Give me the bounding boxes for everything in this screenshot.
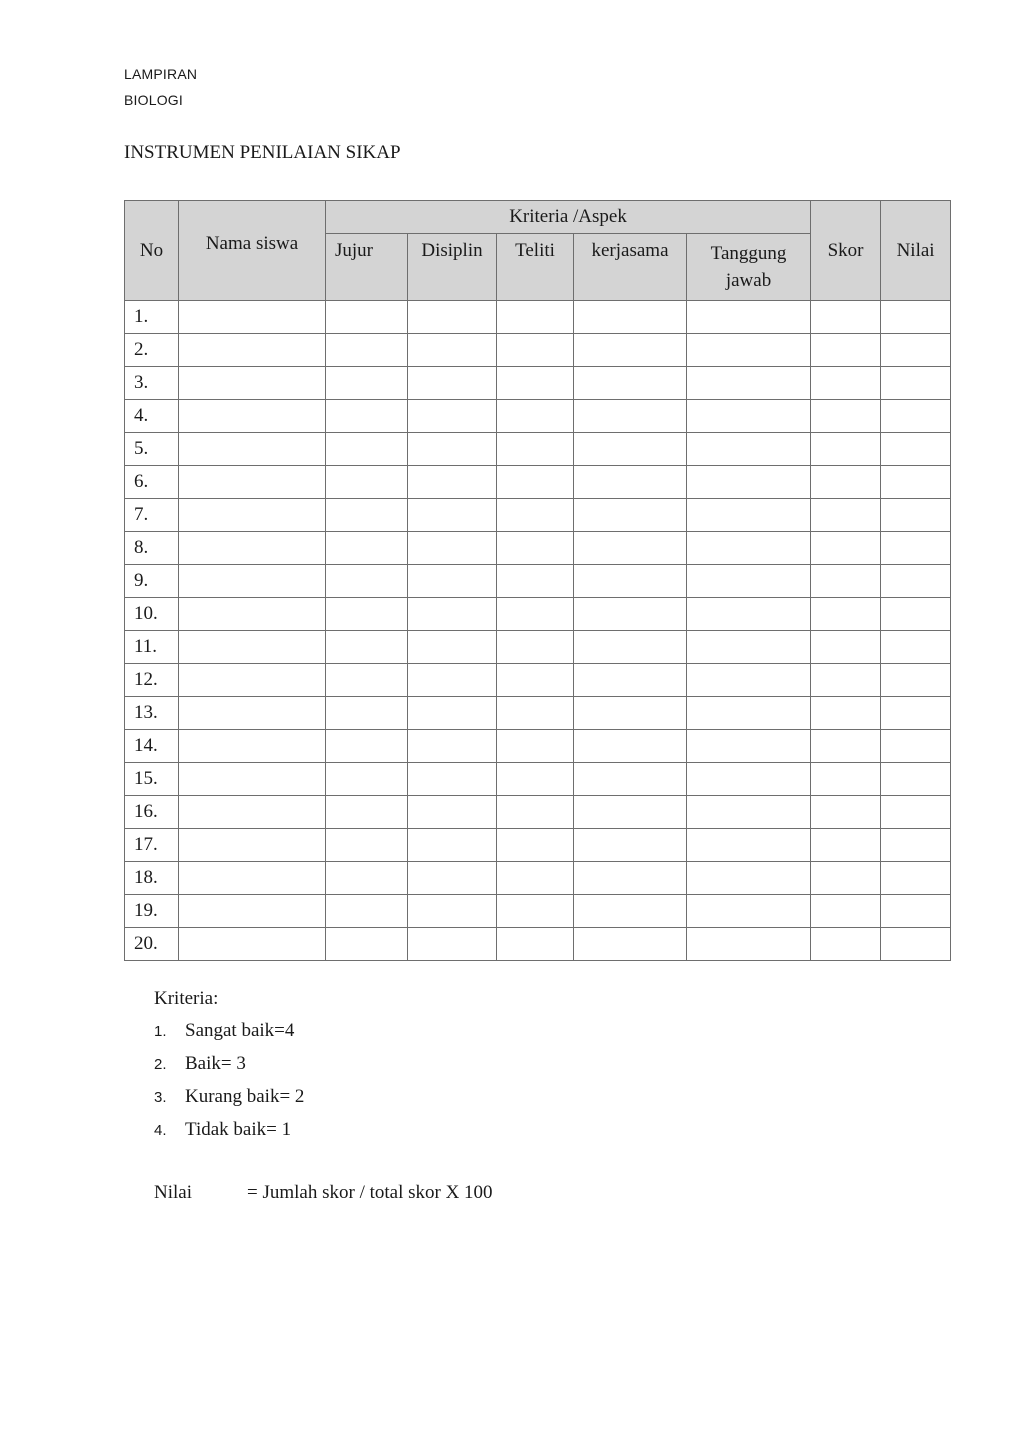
honest-cell[interactable] bbox=[326, 763, 408, 796]
discipline-cell[interactable] bbox=[408, 631, 497, 664]
honest-cell[interactable] bbox=[326, 697, 408, 730]
teamwork-cell[interactable] bbox=[574, 466, 687, 499]
student-name-cell[interactable] bbox=[179, 400, 326, 433]
score-cell[interactable] bbox=[811, 433, 881, 466]
honest-cell[interactable] bbox=[326, 433, 408, 466]
table-row bbox=[125, 730, 951, 763]
table-row bbox=[125, 928, 951, 961]
discipline-cell[interactable] bbox=[408, 466, 497, 499]
responsibility-cell[interactable] bbox=[687, 631, 811, 664]
assessment-table bbox=[124, 200, 951, 961]
row-number: 8. bbox=[125, 532, 179, 565]
careful-cell[interactable] bbox=[497, 664, 574, 697]
teamwork-cell[interactable] bbox=[574, 499, 687, 532]
score-cell[interactable] bbox=[811, 532, 881, 565]
row-number: 4. bbox=[125, 400, 179, 433]
careful-cell[interactable] bbox=[497, 367, 574, 400]
discipline-cell[interactable] bbox=[408, 433, 497, 466]
score-cell[interactable] bbox=[811, 928, 881, 961]
criteria-item-number: 4. bbox=[154, 1122, 167, 1139]
responsibility-cell[interactable] bbox=[687, 400, 811, 433]
row-number: 5. bbox=[125, 433, 179, 466]
teamwork-cell[interactable] bbox=[574, 763, 687, 796]
careful-cell[interactable] bbox=[497, 796, 574, 829]
discipline-cell[interactable] bbox=[408, 928, 497, 961]
table-row bbox=[125, 499, 951, 532]
careful-cell[interactable] bbox=[497, 301, 574, 334]
honest-cell[interactable] bbox=[326, 400, 408, 433]
table-row bbox=[125, 532, 951, 565]
student-name-cell[interactable] bbox=[179, 532, 326, 565]
value-cell[interactable] bbox=[881, 697, 951, 730]
responsibility-cell[interactable] bbox=[687, 367, 811, 400]
careful-cell[interactable] bbox=[497, 763, 574, 796]
row-number: 1. bbox=[125, 301, 179, 334]
careful-cell[interactable] bbox=[497, 829, 574, 862]
criteria-heading: Kriteria: bbox=[154, 988, 219, 1009]
value-cell[interactable] bbox=[881, 730, 951, 763]
score-cell[interactable] bbox=[811, 301, 881, 334]
teamwork-cell[interactable] bbox=[574, 697, 687, 730]
table-row bbox=[125, 367, 951, 400]
score-cell[interactable] bbox=[811, 367, 881, 400]
student-name-cell[interactable] bbox=[179, 565, 326, 598]
student-name-cell[interactable] bbox=[179, 301, 326, 334]
careful-cell[interactable] bbox=[497, 928, 574, 961]
responsibility-cell[interactable] bbox=[687, 301, 811, 334]
row-number: 20. bbox=[125, 928, 179, 961]
value-cell[interactable] bbox=[881, 367, 951, 400]
table-row bbox=[125, 466, 951, 499]
row-number: 17. bbox=[125, 829, 179, 862]
teamwork-cell[interactable] bbox=[574, 301, 687, 334]
teamwork-cell[interactable] bbox=[574, 631, 687, 664]
discipline-cell[interactable] bbox=[408, 697, 497, 730]
row-number: 13. bbox=[125, 697, 179, 730]
student-name-cell[interactable] bbox=[179, 895, 326, 928]
discipline-cell[interactable] bbox=[408, 532, 497, 565]
table-body bbox=[125, 301, 951, 961]
responsibility-cell[interactable] bbox=[687, 928, 811, 961]
header-line-subject: BIOLOGI bbox=[124, 92, 183, 108]
discipline-cell[interactable] bbox=[408, 400, 497, 433]
student-name-cell[interactable] bbox=[179, 334, 326, 367]
responsibility-cell[interactable] bbox=[687, 334, 811, 367]
criteria-item-number: 3. bbox=[154, 1089, 167, 1106]
discipline-cell[interactable] bbox=[408, 730, 497, 763]
table-row bbox=[125, 895, 951, 928]
criteria-item-text: Baik= 3 bbox=[185, 1053, 246, 1074]
responsibility-cell[interactable] bbox=[687, 895, 811, 928]
value-cell[interactable] bbox=[881, 598, 951, 631]
table-row bbox=[125, 862, 951, 895]
score-cell[interactable] bbox=[811, 763, 881, 796]
responsibility-cell[interactable] bbox=[687, 433, 811, 466]
student-name-cell[interactable] bbox=[179, 499, 326, 532]
responsibility-cell[interactable] bbox=[687, 664, 811, 697]
teamwork-cell[interactable] bbox=[574, 862, 687, 895]
careful-cell[interactable] bbox=[497, 400, 574, 433]
responsibility-cell[interactable] bbox=[687, 565, 811, 598]
responsibility-cell[interactable] bbox=[687, 796, 811, 829]
teamwork-cell[interactable] bbox=[574, 433, 687, 466]
row-number: 6. bbox=[125, 466, 179, 499]
discipline-cell[interactable] bbox=[408, 895, 497, 928]
student-name-cell[interactable] bbox=[179, 367, 326, 400]
careful-cell[interactable] bbox=[497, 598, 574, 631]
header-line-lampiran: LAMPIRAN bbox=[124, 66, 198, 82]
discipline-cell[interactable] bbox=[408, 598, 497, 631]
column-header-no: No bbox=[125, 201, 179, 301]
careful-cell[interactable] bbox=[497, 499, 574, 532]
discipline-cell[interactable] bbox=[408, 796, 497, 829]
table-row bbox=[125, 400, 951, 433]
responsibility-cell[interactable] bbox=[687, 532, 811, 565]
honest-cell[interactable] bbox=[326, 499, 408, 532]
honest-cell[interactable] bbox=[326, 532, 408, 565]
student-name-cell[interactable] bbox=[179, 598, 326, 631]
responsibility-cell[interactable] bbox=[687, 598, 811, 631]
student-name-cell[interactable] bbox=[179, 466, 326, 499]
criteria-item-text: Tidak baik= 1 bbox=[185, 1119, 292, 1140]
careful-cell[interactable] bbox=[497, 532, 574, 565]
table-row bbox=[125, 664, 951, 697]
student-name-cell[interactable] bbox=[179, 796, 326, 829]
row-number: 7. bbox=[125, 499, 179, 532]
careful-cell[interactable] bbox=[497, 697, 574, 730]
value-cell[interactable] bbox=[881, 301, 951, 334]
table-row bbox=[125, 796, 951, 829]
responsibility-cell[interactable] bbox=[687, 466, 811, 499]
table-row bbox=[125, 598, 951, 631]
document-title: INSTRUMEN PENILAIAN SIKAP bbox=[124, 142, 401, 163]
student-name-cell[interactable] bbox=[179, 928, 326, 961]
honest-cell[interactable] bbox=[326, 334, 408, 367]
value-cell[interactable] bbox=[881, 532, 951, 565]
teamwork-cell[interactable] bbox=[574, 367, 687, 400]
careful-cell[interactable] bbox=[497, 631, 574, 664]
value-cell[interactable] bbox=[881, 631, 951, 664]
column-group-criteria: Kriteria /Aspek bbox=[326, 201, 811, 234]
responsibility-cell[interactable] bbox=[687, 829, 811, 862]
honest-cell[interactable] bbox=[326, 301, 408, 334]
teamwork-cell[interactable] bbox=[574, 730, 687, 763]
score-cell[interactable] bbox=[811, 862, 881, 895]
discipline-cell[interactable] bbox=[408, 367, 497, 400]
careful-cell[interactable] bbox=[497, 334, 574, 367]
value-cell[interactable] bbox=[881, 466, 951, 499]
score-cell[interactable] bbox=[811, 334, 881, 367]
responsibility-cell[interactable] bbox=[687, 499, 811, 532]
row-number: 12. bbox=[125, 664, 179, 697]
score-cell[interactable] bbox=[811, 598, 881, 631]
discipline-cell[interactable] bbox=[408, 334, 497, 367]
student-name-cell[interactable] bbox=[179, 862, 326, 895]
value-cell[interactable] bbox=[881, 928, 951, 961]
table-row bbox=[125, 697, 951, 730]
score-cell[interactable] bbox=[811, 796, 881, 829]
teamwork-cell[interactable] bbox=[574, 565, 687, 598]
column-header-aspect-teamwork: kerjasama bbox=[574, 234, 687, 301]
honest-cell[interactable] bbox=[326, 730, 408, 763]
score-cell[interactable] bbox=[811, 664, 881, 697]
value-cell[interactable] bbox=[881, 433, 951, 466]
column-header-aspect-careful: Teliti bbox=[497, 234, 574, 301]
teamwork-cell[interactable] bbox=[574, 664, 687, 697]
honest-cell[interactable] bbox=[326, 565, 408, 598]
discipline-cell[interactable] bbox=[408, 862, 497, 895]
careful-cell[interactable] bbox=[497, 895, 574, 928]
formula-expression: = Jumlah skor / total skor X 100 bbox=[247, 1182, 493, 1203]
score-cell[interactable] bbox=[811, 895, 881, 928]
score-cell[interactable] bbox=[811, 565, 881, 598]
student-name-cell[interactable] bbox=[179, 697, 326, 730]
value-cell[interactable] bbox=[881, 862, 951, 895]
score-cell[interactable] bbox=[811, 829, 881, 862]
score-cell[interactable] bbox=[811, 730, 881, 763]
row-number: 18. bbox=[125, 862, 179, 895]
student-name-cell[interactable] bbox=[179, 829, 326, 862]
honest-cell[interactable] bbox=[326, 598, 408, 631]
row-number: 3. bbox=[125, 367, 179, 400]
row-number: 15. bbox=[125, 763, 179, 796]
row-number: 14. bbox=[125, 730, 179, 763]
careful-cell[interactable] bbox=[497, 730, 574, 763]
responsibility-cell[interactable] bbox=[687, 730, 811, 763]
honest-cell[interactable] bbox=[326, 466, 408, 499]
column-header-value: Nilai bbox=[881, 201, 951, 301]
score-cell[interactable] bbox=[811, 697, 881, 730]
value-cell[interactable] bbox=[881, 499, 951, 532]
column-header-aspect-discipline: Disiplin bbox=[408, 234, 497, 301]
table-row bbox=[125, 334, 951, 367]
score-cell[interactable] bbox=[811, 499, 881, 532]
column-header-score: Skor bbox=[811, 201, 881, 301]
row-number: 9. bbox=[125, 565, 179, 598]
column-header-aspect-honest: Jujur bbox=[326, 234, 408, 301]
criteria-item-text: Kurang baik= 2 bbox=[185, 1086, 305, 1107]
honest-cell[interactable] bbox=[326, 829, 408, 862]
responsibility-cell[interactable] bbox=[687, 763, 811, 796]
careful-cell[interactable] bbox=[497, 565, 574, 598]
column-header-aspect-responsibility: Tanggung jawab bbox=[687, 234, 811, 301]
teamwork-cell[interactable] bbox=[574, 796, 687, 829]
teamwork-cell[interactable] bbox=[574, 532, 687, 565]
teamwork-cell[interactable] bbox=[574, 895, 687, 928]
table-row bbox=[125, 631, 951, 664]
honest-cell[interactable] bbox=[326, 928, 408, 961]
teamwork-cell[interactable] bbox=[574, 334, 687, 367]
careful-cell[interactable] bbox=[497, 862, 574, 895]
table-row bbox=[125, 301, 951, 334]
teamwork-cell[interactable] bbox=[574, 829, 687, 862]
row-number: 10. bbox=[125, 598, 179, 631]
value-cell[interactable] bbox=[881, 829, 951, 862]
honest-cell[interactable] bbox=[326, 367, 408, 400]
table-row bbox=[125, 433, 951, 466]
table-row bbox=[125, 565, 951, 598]
careful-cell[interactable] bbox=[497, 433, 574, 466]
criteria-item-text: Sangat baik=4 bbox=[185, 1020, 295, 1041]
responsibility-cell[interactable] bbox=[687, 697, 811, 730]
row-number: 16. bbox=[125, 796, 179, 829]
value-cell[interactable] bbox=[881, 400, 951, 433]
column-header-student-name: Nama siswa bbox=[179, 201, 326, 301]
row-number: 2. bbox=[125, 334, 179, 367]
student-name-cell[interactable] bbox=[179, 730, 326, 763]
honest-cell[interactable] bbox=[326, 631, 408, 664]
table-row bbox=[125, 829, 951, 862]
value-cell[interactable] bbox=[881, 565, 951, 598]
honest-cell[interactable] bbox=[326, 862, 408, 895]
score-cell[interactable] bbox=[811, 631, 881, 664]
row-number: 11. bbox=[125, 631, 179, 664]
teamwork-cell[interactable] bbox=[574, 400, 687, 433]
careful-cell[interactable] bbox=[497, 466, 574, 499]
criteria-item-number: 1. bbox=[154, 1023, 167, 1040]
formula-label: Nilai bbox=[154, 1182, 192, 1203]
student-name-cell[interactable] bbox=[179, 763, 326, 796]
student-name-cell[interactable] bbox=[179, 664, 326, 697]
value-cell[interactable] bbox=[881, 334, 951, 367]
score-cell[interactable] bbox=[811, 466, 881, 499]
discipline-cell[interactable] bbox=[408, 301, 497, 334]
criteria-item-number: 2. bbox=[154, 1056, 167, 1073]
value-cell[interactable] bbox=[881, 895, 951, 928]
row-number: 19. bbox=[125, 895, 179, 928]
discipline-cell[interactable] bbox=[408, 829, 497, 862]
value-cell[interactable] bbox=[881, 664, 951, 697]
honest-cell[interactable] bbox=[326, 895, 408, 928]
value-cell[interactable] bbox=[881, 796, 951, 829]
responsibility-cell[interactable] bbox=[687, 862, 811, 895]
student-name-cell[interactable] bbox=[179, 631, 326, 664]
discipline-cell[interactable] bbox=[408, 664, 497, 697]
table-row bbox=[125, 763, 951, 796]
student-name-cell[interactable] bbox=[179, 433, 326, 466]
teamwork-cell[interactable] bbox=[574, 598, 687, 631]
honest-cell[interactable] bbox=[326, 664, 408, 697]
discipline-cell[interactable] bbox=[408, 499, 497, 532]
teamwork-cell[interactable] bbox=[574, 928, 687, 961]
honest-cell[interactable] bbox=[326, 796, 408, 829]
discipline-cell[interactable] bbox=[408, 565, 497, 598]
value-cell[interactable] bbox=[881, 763, 951, 796]
score-cell[interactable] bbox=[811, 400, 881, 433]
discipline-cell[interactable] bbox=[408, 763, 497, 796]
